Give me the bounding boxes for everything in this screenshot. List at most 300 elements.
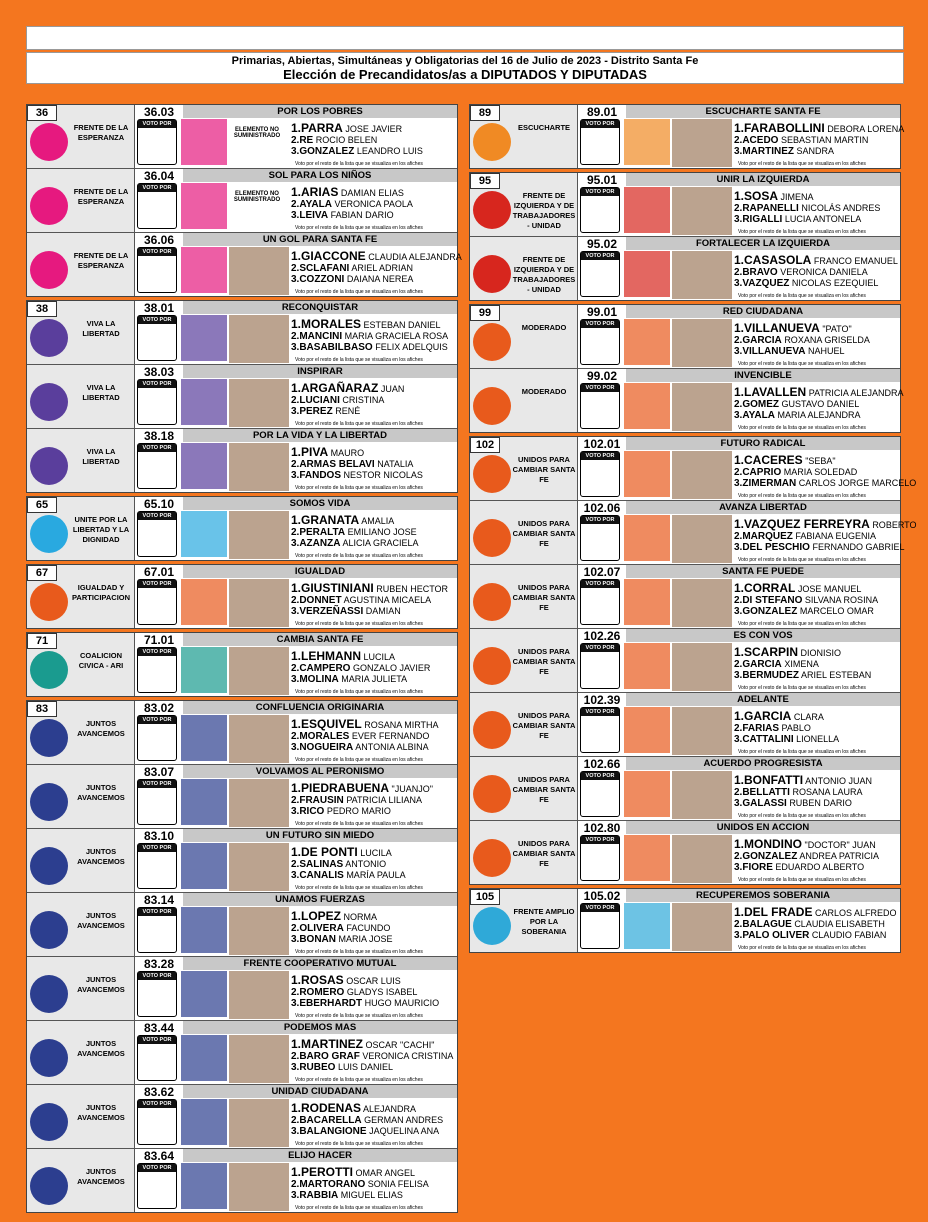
list-logo-icon xyxy=(624,643,670,689)
candidate-given-name: RENÉ xyxy=(335,406,361,416)
list-name: UN GOL PARA SANTA FE xyxy=(183,233,457,246)
candidate xyxy=(734,346,898,357)
party-cell xyxy=(27,765,135,828)
candidate-given-name: FELIX ADELQUIS xyxy=(375,342,448,352)
candidate-given-name: CLAUDIA ELISABETH xyxy=(794,919,885,929)
candidate xyxy=(734,907,898,919)
candidate-list xyxy=(734,907,898,941)
vote-label: VOTO POR xyxy=(138,908,176,916)
vote-checkbox[interactable] xyxy=(137,247,177,293)
candidate xyxy=(291,674,455,685)
candidate-given-name: LUCILA xyxy=(360,848,392,858)
ballot-subtitle: Primarias, Abiertas, Simultáneas y Obligatorias del 16 de Julio de 2023 - Distrito Santa Fe xyxy=(231,55,699,67)
vote-checkbox[interactable] xyxy=(137,183,177,229)
candidate-photo xyxy=(672,835,732,883)
list-note: Voto por el resto de la lista que se visualiza en los afiches xyxy=(295,553,423,559)
candidate-given-name: AMALIA xyxy=(361,516,395,526)
party-logo-icon xyxy=(473,519,511,557)
party-name: JUNTOS AVANCEMOS xyxy=(77,1103,125,1122)
list-name: CAMBIA SANTA FE xyxy=(183,633,457,646)
candidate xyxy=(734,191,898,203)
candidate-photo xyxy=(672,451,732,499)
party-group xyxy=(469,172,901,301)
party-name: FRENTE DE IZQUIERDA Y DE TRABAJADORES - UNIDAD xyxy=(512,191,576,230)
candidate-given-name: RUBEN DARIO xyxy=(789,798,852,808)
candidate-list xyxy=(291,123,455,157)
candidate xyxy=(291,263,455,274)
candidate-photo xyxy=(229,971,289,1019)
candidate xyxy=(734,734,898,745)
vote-checkbox[interactable] xyxy=(580,383,620,429)
party-logo-icon xyxy=(30,515,68,553)
vote-checkbox[interactable] xyxy=(137,511,177,557)
left-column xyxy=(26,104,462,1216)
candidate-list xyxy=(734,839,898,873)
candidate xyxy=(291,1115,455,1126)
candidate xyxy=(291,447,455,459)
candidate-surname: 1.BONFATTI xyxy=(734,773,804,787)
party-number: 99 xyxy=(470,305,500,321)
candidate-surname: 3.GALASSI xyxy=(734,798,787,809)
list-name: UNIDOS EN ACCION xyxy=(626,821,900,834)
vote-label: VOTO POR xyxy=(138,580,176,588)
candidate-given-name: GLADYS ISABEL xyxy=(346,987,418,997)
candidate-surname: 3.ZIMERMAN xyxy=(734,478,797,489)
vote-checkbox[interactable] xyxy=(580,835,620,881)
candidate-list xyxy=(734,711,898,745)
vote-checkbox[interactable] xyxy=(580,515,620,561)
candidate xyxy=(291,1190,455,1201)
candidate-surname: 3.FIORE xyxy=(734,862,773,873)
list-row xyxy=(470,757,900,821)
candidate-surname: 1.ROSAS xyxy=(291,973,344,987)
candidate xyxy=(734,862,898,873)
candidate-surname: 2.PERALTA xyxy=(291,527,346,538)
list-note: Voto por el resto de la lista que se visualiza en los afiches xyxy=(295,949,423,955)
party-logo-icon xyxy=(473,583,511,621)
party-logo-icon xyxy=(30,383,68,421)
vote-checkbox[interactable] xyxy=(580,119,620,165)
candidate xyxy=(734,839,898,851)
candidate-surname: 3.VAZQUEZ xyxy=(734,278,790,289)
candidate-surname: 1.LOPEZ xyxy=(291,909,342,923)
candidate xyxy=(734,135,898,146)
party-logo-icon xyxy=(473,775,511,813)
vote-checkbox[interactable] xyxy=(137,1035,177,1081)
candidate xyxy=(734,723,898,734)
candidate xyxy=(291,595,455,606)
candidate xyxy=(291,187,455,199)
candidate-list xyxy=(291,847,455,881)
vote-checkbox[interactable] xyxy=(137,379,177,425)
candidate-surname: 1.PIVA xyxy=(291,445,329,459)
not-supplied-text: ELEMENTO NO SUMINISTRADO xyxy=(233,191,281,203)
candidate-given-name: ROCIO BELEN xyxy=(315,135,378,145)
candidate-given-name: ALICIA GRACIELA xyxy=(342,538,419,548)
candidate-given-name: FRANCO EMANUEL xyxy=(813,256,898,266)
ballot-title: Elección de Precandidatos/as a DIPUTADOS Y DIPUTADAS xyxy=(283,67,647,82)
vote-label: VOTO POR xyxy=(581,904,619,912)
candidate xyxy=(291,470,455,481)
candidate-photo xyxy=(229,907,289,955)
list-number: 102.01 xyxy=(583,437,621,451)
candidate-surname: 1.MORALES xyxy=(291,317,362,331)
candidate xyxy=(734,121,905,135)
list-number: 36.03 xyxy=(143,105,175,119)
vote-checkbox[interactable] xyxy=(137,907,177,953)
candidate xyxy=(291,135,455,146)
candidate xyxy=(734,711,898,723)
vote-label: VOTO POR xyxy=(138,972,176,980)
candidate xyxy=(291,1103,455,1115)
candidate-surname: 2.BRAVO xyxy=(734,267,778,278)
party-logo-icon xyxy=(473,907,511,945)
candidate-photo xyxy=(229,379,289,427)
candidate-given-name: ARIEL ADRIAN xyxy=(351,263,414,273)
candidate-surname: 2.DONNET xyxy=(291,595,342,606)
list-note: Voto por el resto de la lista que se visualiza en los afiches xyxy=(738,685,866,691)
party-number: 38 xyxy=(27,301,57,317)
party-name: UNIDOS PARA CAMBIAR SANTA FE xyxy=(512,519,576,548)
vote-checkbox[interactable] xyxy=(137,315,177,361)
candidate-given-name: ROSANA LAURA xyxy=(792,787,863,797)
candidate-surname: 3.BERMUDEZ xyxy=(734,670,800,681)
list-logo-icon xyxy=(624,383,670,429)
candidate-surname: 1.PIEDRABUENA xyxy=(291,781,390,795)
party-logo-icon xyxy=(473,255,511,293)
vote-label: VOTO POR xyxy=(138,1164,176,1172)
list-number: 83.28 xyxy=(143,957,175,971)
candidate-given-name: PATRICIA LILIANA xyxy=(346,795,423,805)
vote-label: VOTO POR xyxy=(581,580,619,588)
party-logo-icon xyxy=(30,911,68,949)
candidate-surname: 3.CANALIS xyxy=(291,870,344,881)
candidate xyxy=(734,278,898,289)
candidate-given-name: SILVANA ROSINA xyxy=(804,595,879,605)
candidate xyxy=(291,123,455,135)
list-number: 71.01 xyxy=(143,633,175,647)
candidate-surname: 3.GONZALEZ xyxy=(734,606,798,617)
party-number: 83 xyxy=(27,701,57,717)
candidate-surname: 2.MARQUEZ xyxy=(734,531,793,542)
candidate-surname: 2.DI STEFANO xyxy=(734,595,803,606)
party-group xyxy=(469,304,904,433)
party-logo-icon xyxy=(30,187,68,225)
candidate-list xyxy=(734,647,898,681)
vote-checkbox[interactable] xyxy=(580,579,620,625)
candidate xyxy=(291,146,455,157)
candidate-surname: 2.GARCIA xyxy=(734,335,782,346)
list-note: Voto por el resto de la lista que se visualiza en los afiches xyxy=(738,813,866,819)
party-cell xyxy=(470,757,578,820)
candidate-list xyxy=(291,975,455,1009)
vote-label: VOTO POR xyxy=(581,772,619,780)
candidate xyxy=(291,274,455,285)
candidate-surname: 2.CAPRIO xyxy=(734,467,782,478)
party-name: UNIDOS PARA CAMBIAR SANTA FE xyxy=(512,775,576,804)
candidate-surname: 2.MORALES xyxy=(291,731,350,742)
candidate-photo xyxy=(672,643,732,691)
candidate-given-name: RUBEN HECTOR xyxy=(376,584,449,594)
candidate-given-name: MAURO xyxy=(330,448,365,458)
list-name: UNIDAD CIUDADANA xyxy=(183,1085,457,1098)
list-note: Voto por el resto de la lista que se visualiza en los afiches xyxy=(295,485,423,491)
candidate-given-name: ROBERTO xyxy=(872,520,917,530)
candidate xyxy=(734,787,898,798)
candidate-given-name: ANTONIA ALBINA xyxy=(355,742,429,752)
vote-checkbox[interactable] xyxy=(580,643,620,689)
list-number: 83.10 xyxy=(143,829,175,843)
party-number: 89 xyxy=(470,105,500,121)
party-logo-icon xyxy=(473,123,511,161)
candidate-given-name: CRISTINA xyxy=(342,395,385,405)
party-cell xyxy=(470,305,578,368)
party-cell xyxy=(27,957,135,1020)
candidate-photo xyxy=(229,715,289,763)
candidate-list xyxy=(734,385,904,421)
candidate-list xyxy=(734,323,898,357)
candidate-surname: 1.GRANATA xyxy=(291,513,360,527)
candidate-surname: 1.PARRA xyxy=(291,121,343,135)
party-cell xyxy=(470,889,578,952)
vote-checkbox[interactable] xyxy=(580,187,620,233)
vote-checkbox[interactable] xyxy=(137,843,177,889)
party-logo-icon xyxy=(30,783,68,821)
list-row xyxy=(27,429,457,492)
candidate-list xyxy=(291,447,455,481)
candidate-given-name: MARIA ALEJANDRA xyxy=(777,410,861,420)
vote-checkbox[interactable] xyxy=(137,715,177,761)
candidate-surname: 2.RAPANELLI xyxy=(734,203,799,214)
vote-checkbox[interactable] xyxy=(137,971,177,1017)
candidate-list xyxy=(291,249,462,285)
party-name: FRENTE DE LA ESPERANZA xyxy=(73,123,129,142)
vote-checkbox[interactable] xyxy=(137,1163,177,1209)
list-note: Voto por el resto de la lista que se visualiza en los afiches xyxy=(295,421,423,427)
candidate-given-name: VERONICA PAOLA xyxy=(334,199,413,209)
candidate-surname: 1.LAVALLEN xyxy=(734,385,807,399)
candidate-given-name: OSCAR "CACHI" xyxy=(365,1040,435,1050)
candidate-surname: 3.EBERHARDT xyxy=(291,998,363,1009)
candidate xyxy=(291,651,455,663)
party-logo-icon xyxy=(30,1167,68,1205)
party-cell xyxy=(27,429,135,492)
party-group xyxy=(26,496,458,561)
party-name: JUNTOS AVANCEMOS xyxy=(77,847,125,866)
vote-checkbox[interactable] xyxy=(137,119,177,165)
candidate-given-name: ANDREA PATRICIA xyxy=(799,851,880,861)
list-name: FUTURO RADICAL xyxy=(626,437,900,450)
candidate-given-name: GONZALO JAVIER xyxy=(352,663,431,673)
candidate-list xyxy=(291,383,455,417)
candidate xyxy=(734,851,898,862)
vote-label: VOTO POR xyxy=(138,780,176,788)
list-number: 102.26 xyxy=(583,629,621,643)
list-logo-icon xyxy=(181,315,227,361)
list-note: Voto por el resto de la lista que se visualiza en los afiches xyxy=(738,293,866,299)
candidate xyxy=(291,383,455,395)
list-logo-icon xyxy=(624,707,670,753)
candidate-surname: 2.BALAGUE xyxy=(734,919,792,930)
list-note: Voto por el resto de la lista que se visualiza en los afiches xyxy=(295,1013,423,1019)
list-row xyxy=(27,957,457,1021)
candidate-given-name: SONIA FELISA xyxy=(367,1179,429,1189)
party-name: UNITE POR LA LIBERTAD Y LA DIGNIDAD xyxy=(72,515,130,544)
vote-checkbox[interactable] xyxy=(137,579,177,625)
list-name: RECONQUISTAR xyxy=(183,301,457,314)
candidate-photo xyxy=(672,383,732,431)
list-name: INSPIRAR xyxy=(183,365,457,378)
list-logo-icon xyxy=(181,183,227,229)
candidate-photo xyxy=(672,319,732,367)
vote-checkbox[interactable] xyxy=(137,779,177,825)
vote-checkbox[interactable] xyxy=(137,1099,177,1145)
party-cell xyxy=(27,565,135,628)
vote-checkbox[interactable] xyxy=(580,451,620,497)
list-note: Voto por el resto de la lista que se visualiza en los afiches xyxy=(295,885,423,891)
list-name: FORTALECER LA IZQUIERDA xyxy=(626,237,900,250)
list-row xyxy=(470,237,900,300)
candidate-surname: 3.FANDOS xyxy=(291,470,342,481)
list-row xyxy=(27,169,457,233)
candidate-list xyxy=(734,255,898,289)
party-cell xyxy=(27,1149,135,1212)
list-row xyxy=(470,889,900,952)
list-row xyxy=(27,765,457,829)
list-note: Voto por el resto de la lista que se visualiza en los afiches xyxy=(295,757,423,763)
list-number: 67.01 xyxy=(143,565,175,579)
party-number: 36 xyxy=(27,105,57,121)
candidate-surname: 3.DEL PESCHIO xyxy=(734,542,810,553)
candidate-surname: 3.MARTINEZ xyxy=(734,146,794,157)
candidate xyxy=(291,731,455,742)
list-name: SOMOS VIDA xyxy=(183,497,457,510)
candidate xyxy=(291,319,455,331)
candidate-surname: 1.CORRAL xyxy=(734,581,796,595)
list-row xyxy=(470,369,904,432)
candidate-surname: 2.SALINAS xyxy=(291,859,344,870)
candidate xyxy=(291,583,455,595)
party-cell xyxy=(27,169,135,232)
list-note: Voto por el resto de la lista que se visualiza en los afiches xyxy=(738,621,866,627)
party-logo-icon xyxy=(30,847,68,885)
list-row xyxy=(27,565,457,628)
candidate-given-name: VERONICA CRISTINA xyxy=(362,1051,454,1061)
list-note: Voto por el resto de la lista que se visualiza en los afiches xyxy=(295,161,423,167)
candidate-list xyxy=(291,583,455,617)
candidate-photo xyxy=(229,1163,289,1211)
candidate-given-name: AGUSTINA MICAELA xyxy=(343,595,432,605)
candidate-list xyxy=(291,651,455,685)
party-number: 105 xyxy=(470,889,500,905)
candidate-surname: 3.PALO OLIVER xyxy=(734,930,810,941)
list-note: Voto por el resto de la lista que se visualiza en los afiches xyxy=(738,161,866,167)
vote-checkbox[interactable] xyxy=(580,707,620,753)
candidate-given-name: NATALIA xyxy=(377,459,414,469)
party-cell xyxy=(470,369,578,432)
list-number: 102.66 xyxy=(583,757,621,771)
party-group xyxy=(469,436,917,885)
candidate-given-name: NICOLAS EZEQUIEL xyxy=(791,278,879,288)
candidate-photo xyxy=(672,251,732,299)
candidate-given-name: "PATO" xyxy=(822,324,852,334)
party-name: JUNTOS AVANCEMOS xyxy=(77,1167,125,1186)
party-number: 102 xyxy=(470,437,500,453)
list-row xyxy=(470,629,900,693)
candidate-list xyxy=(734,121,905,157)
candidate-surname: 2.AYALA xyxy=(291,199,332,210)
list-note: Voto por el resto de la lista que se visualiza en los afiches xyxy=(295,357,423,363)
right-column xyxy=(469,104,917,956)
vote-label: VOTO POR xyxy=(138,444,176,452)
list-logo-icon xyxy=(624,119,670,165)
candidate xyxy=(291,859,455,870)
candidate-list xyxy=(291,515,455,549)
vote-checkbox[interactable] xyxy=(137,647,177,693)
party-name: FRENTE AMPLIO POR LA SOBERANIA xyxy=(513,907,575,936)
vote-checkbox[interactable] xyxy=(580,319,620,365)
candidate-given-name: JOSE JAVIER xyxy=(345,124,403,134)
candidate-given-name: ROXANA GRISELDA xyxy=(784,335,870,345)
list-note: Voto por el resto de la lista que se visualiza en los afiches xyxy=(738,877,866,883)
candidate xyxy=(734,775,898,787)
list-logo-icon xyxy=(181,443,227,489)
list-name: SANTA FE PUEDE xyxy=(626,565,900,578)
candidate xyxy=(734,478,917,489)
list-logo-icon xyxy=(181,647,227,693)
candidate-surname: 2.FARIAS xyxy=(734,723,780,734)
list-logo-icon xyxy=(624,187,670,233)
candidate xyxy=(291,1051,455,1062)
candidate-surname: 1.MARTINEZ xyxy=(291,1037,363,1051)
candidate xyxy=(291,847,455,859)
list-logo-icon xyxy=(624,451,670,497)
list-number: 83.62 xyxy=(143,1085,175,1099)
candidate xyxy=(734,410,898,421)
candidate-surname: 2.GOMEZ xyxy=(734,399,780,410)
candidate xyxy=(734,606,898,617)
list-row xyxy=(470,173,900,237)
candidate xyxy=(291,1126,455,1137)
vote-label: VOTO POR xyxy=(581,452,619,460)
candidate-photo xyxy=(229,247,289,295)
vote-checkbox[interactable] xyxy=(580,251,620,297)
candidate xyxy=(734,467,898,478)
vote-checkbox[interactable] xyxy=(580,903,620,949)
candidate xyxy=(291,538,455,549)
list-row xyxy=(470,437,917,501)
party-cell xyxy=(27,105,135,168)
list-logo-icon xyxy=(624,835,670,881)
list-logo-icon xyxy=(181,843,227,889)
list-note: Voto por el resto de la lista que se visualiza en los afiches xyxy=(295,689,423,695)
party-cell xyxy=(27,1085,135,1148)
list-name: ELIJO HACER xyxy=(183,1149,457,1162)
candidate-given-name: XIMENA xyxy=(784,659,819,669)
candidate-given-name: OMAR ANGEL xyxy=(355,1168,416,1178)
list-logo-icon xyxy=(181,511,227,557)
party-group xyxy=(26,300,458,493)
vote-checkbox[interactable] xyxy=(580,771,620,817)
candidate xyxy=(291,406,455,417)
list-number: 38.01 xyxy=(143,301,175,315)
candidate-surname: 3.MOLINA xyxy=(291,674,339,685)
list-number: 38.18 xyxy=(143,429,175,443)
list-row xyxy=(27,301,457,365)
list-logo-icon xyxy=(624,903,670,949)
candidate xyxy=(291,998,455,1009)
vote-checkbox[interactable] xyxy=(137,443,177,489)
